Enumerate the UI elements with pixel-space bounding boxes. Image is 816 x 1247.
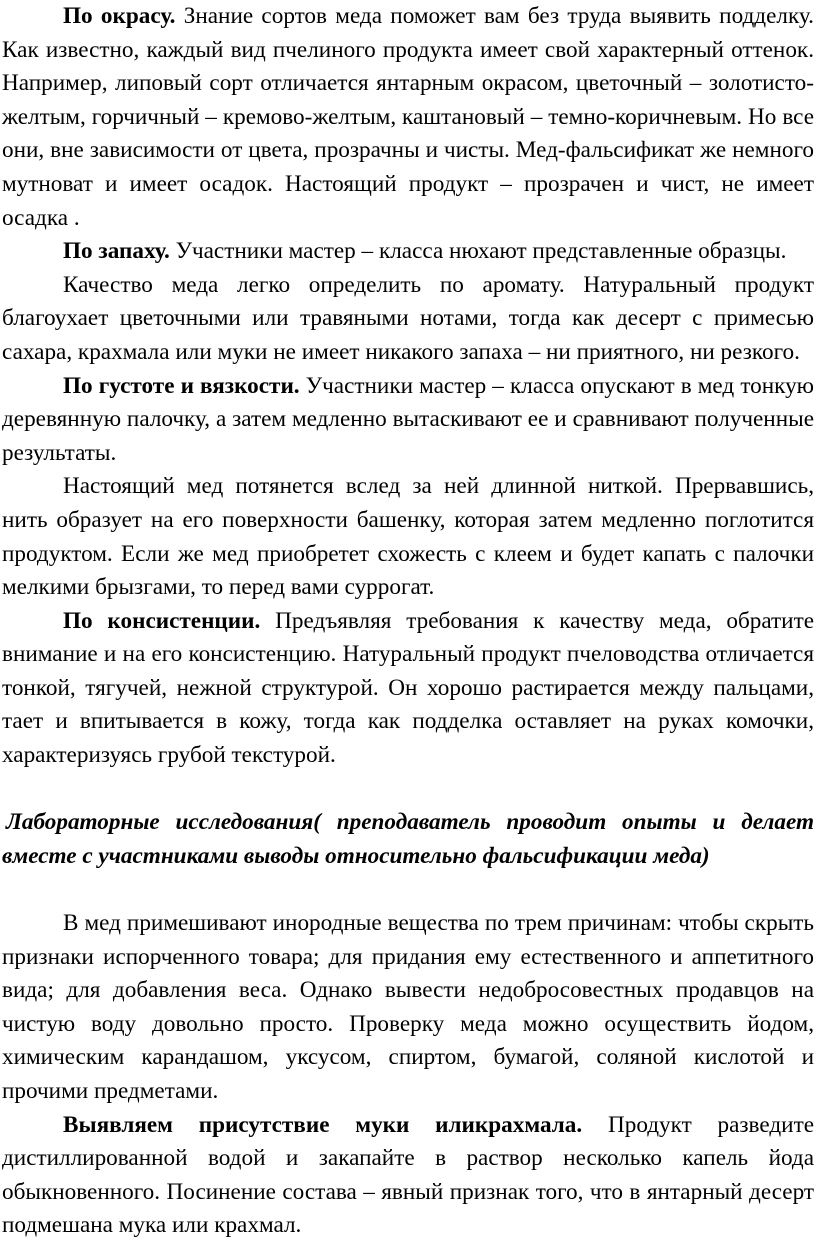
paragraph-consistency (2, 605, 814, 773)
text-aroma: Качество меда легко определить по аромату. Натуральный продукт благоухает цветочными или травяными нотами, тогда как десерт с примесью сахара, крахмала или муки не имеет никакого запаха – ни приятного, ни резкого. (2, 271, 814, 365)
paragraph-impurities (2, 907, 814, 1109)
heading-density: По густоте и вязкости. (63, 372, 300, 399)
heading-flour: Выявляем присутствие муки иликрахмала. (63, 1111, 583, 1138)
heading-color: По окрасу. (63, 3, 176, 29)
heading-smell: По запаху. (63, 238, 170, 265)
text-density: Участники мастер – класса опускают в мед тонкую деревянную палочку, а затем медленно вытаскивают ее и сравнивают полученные результаты. (2, 372, 814, 466)
paragraph-aroma (2, 269, 814, 370)
text-color: Знание сортов меда поможет вам без труда выявить подделку. Как известно, каждый вид пчелиного продукта имеет свой характерный оттенок. Например, липовый сорт отличается янтарным окрасом, цветочный – золотисто-желтым, горчичный – кремово-желтым, каштановый – темно-коричневым. Но все они, вне зависимости от цвета, прозрачны и чисты. Мед-фальсификат же немного мутноват и имеет осадок. Настоящий продукт – прозрачен и чист, не имеет осадка . (2, 3, 814, 231)
text-flour: Продукт разведите дистиллированной водой и закапайте в раствор несколько капель йода обыкновенного. Посинение состава – явный признак того, что в янтарный десерт подмешана мука или крахмал. (2, 1111, 814, 1239)
paragraph-thread (2, 470, 814, 604)
paragraph-density (2, 370, 814, 471)
paragraph-flour (2, 1109, 814, 1243)
blank-line (2, 773, 814, 807)
text-smell: Участники мастер – класса нюхают представленные образцы. (169, 238, 787, 265)
text-consistency: Предъявляя требования к качеству меда, обратите внимание и на его консистенцию. Натуральный продукт пчеловодства отличается тонкой, тягучей, нежной структурой. Он хорошо растирается между пальцами, тает и впитывается в кожу, тогда как подделка оставляет на руках комочки, характеризуясь грубой текстурой. (2, 607, 815, 769)
text-impurities: В мед примешивают инородные вещества по трем причинам: чтобы скрыть признаки испорченного товара; для придания ему естественного и аппетитного вида; для добавления веса. Однако вывести недобросовестных продавцов на чистую воду довольно просто. Проверку меда можно осуществить йодом, химическим карандашом, уксусом, спиртом, бумагой, соляной кислотой и прочими предметами. (2, 910, 814, 1104)
blank-line (2, 873, 814, 907)
paragraph-smell (2, 235, 814, 269)
lab-section-heading: Лабораторные исследования( преподаватель проводит опыты и делает вместе с участниками выводы относительно фальсификации меда) (2, 809, 814, 869)
paragraph-color (2, 0, 814, 235)
heading-consistency: По консистенции. (63, 607, 261, 634)
text-thread: Настоящий мед потянется вслед за ней длинной ниткой. Прервавшись, нить образует на его поверхности башенку, которая затем медленно поглотится продуктом. Если же мед приобретет схожесть с клеем и будет капать с палочки мелкими брызгами, то перед вами суррогат. (2, 473, 814, 601)
